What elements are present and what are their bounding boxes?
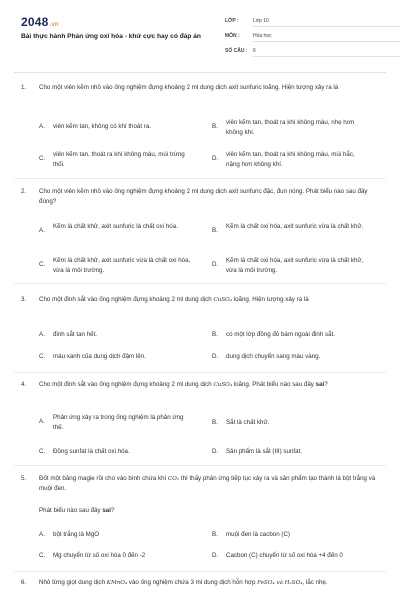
option-letter: B. xyxy=(212,123,218,130)
option-text: viên kẽm tan, không có khí thoát ra. xyxy=(53,123,152,130)
option-letter: A. xyxy=(39,331,45,338)
option-text: Sắt là chất khử. xyxy=(226,419,270,426)
logo-suffix: .vn xyxy=(49,22,59,28)
option-text: có một lớp đồng đỏ bám ngoài đinh sắt. xyxy=(226,331,335,338)
option-text: Phản ứng xảy ra trong ống nghiệm là phản ứng thế. xyxy=(53,414,184,431)
option-text: đinh sắt tan hết. xyxy=(53,331,98,338)
question-text: Cho một đinh sắt vào ống nghiệm đựng khoảng 2 ml dung dịch CuSO₄ loãng. Phát biểu nào sau đây sai? xyxy=(39,381,328,388)
option-letter: A. xyxy=(39,123,45,130)
option-text: Mg chuyển từ số oxi hóa 0 đến -2 xyxy=(53,552,146,559)
option-letter: C. xyxy=(39,155,46,162)
count-label: SỐ CÂU : xyxy=(225,48,248,54)
option-text: viên kẽm tan, thoát ra khí không màu, mùi hắc, nặng hơn không khí. xyxy=(226,151,355,168)
formula-kmno4: KMnO₄ xyxy=(106,580,128,586)
subject-label: MÔN : xyxy=(225,33,240,39)
page-title: Bài thực hành Phản ứng oxi hóa - khử cực hay có đáp án xyxy=(21,33,201,40)
option-letter: C. xyxy=(39,353,46,360)
option-letter: D. xyxy=(212,155,219,162)
option-letter: A. xyxy=(39,227,45,234)
header-divider xyxy=(14,72,386,73)
question-number: 6. xyxy=(21,579,27,586)
question-number: 3. xyxy=(21,296,27,303)
option-text: Sản phẩm là sắt (III) sunfat. xyxy=(226,448,303,455)
question-3 xyxy=(21,295,381,317)
join-word: và xyxy=(276,580,283,586)
header xyxy=(0,0,400,74)
question-text: Cho một viên kẽm nhỏ vào ống nghiệm đựng khoảng 2 ml dung dịch axit sunfuric đặc, đun nóng. Phát biểu nào sau đây đúng? xyxy=(39,188,368,205)
option-letter: B. xyxy=(212,419,218,426)
question-subtext: Phát biểu nào sau đây sai? xyxy=(39,507,115,514)
option-text: Kẽm là chất khử, axit sunfuric vừa là chất oxi hóa, vừa là môi trường. xyxy=(53,257,191,274)
question-4 xyxy=(21,380,381,402)
question-number: 2. xyxy=(21,188,27,195)
subject-value: Hóa học xyxy=(253,33,272,39)
option-text: Cacbon (C) chuyển từ số oxi hóa +4 đến 0 xyxy=(226,552,343,559)
option-letter: C. xyxy=(39,448,46,455)
option-text: Đồng sunfat là chất oxi hóa. xyxy=(53,448,130,455)
option-text: Kẽm là chất khử, axit sunfuric là chất oxi hóa. xyxy=(53,223,178,230)
question-number: 4. xyxy=(21,381,27,388)
option-letter: A. xyxy=(39,418,45,425)
option-letter: B. xyxy=(212,331,218,338)
option-letter: C. xyxy=(39,261,46,268)
question-divider xyxy=(14,372,386,373)
question-number: 1. xyxy=(21,84,27,91)
option-letter: D. xyxy=(212,261,219,268)
subject-info xyxy=(225,33,272,39)
formula-h2so4: H₂SO₄ xyxy=(284,580,303,586)
option-letter: A. xyxy=(39,531,45,538)
question-2 xyxy=(21,187,381,209)
option-text: viên kẽm tan, thoát ra khí không màu, mùi trứng thối. xyxy=(53,151,185,168)
question-text: Cho một đinh sắt vào ống nghiệm đựng khoảng 2 ml dung dịch CuSO₄ loãng. Hiện tượng xảy ra là xyxy=(39,296,309,303)
formula-cuso4: CuSO₄ xyxy=(213,382,232,388)
class-info xyxy=(225,18,269,24)
question-divider xyxy=(14,283,386,284)
option-letter: D. xyxy=(212,448,219,455)
class-value: Lớp 10 xyxy=(253,18,269,24)
option-letter: B. xyxy=(212,531,218,538)
question-text: Đốt một băng magie rồi cho vào bình chứa khí CO₂ thì thấy phản ứng tiếp tục xảy ra và sản phẩm tạo thành là bột trắng và muội đen. xyxy=(39,475,376,492)
question-1 xyxy=(21,83,381,105)
option-text: muội đen là cacbon (C) xyxy=(226,531,290,538)
question-number: 5. xyxy=(21,475,27,482)
count-info xyxy=(225,48,256,54)
question-6 xyxy=(21,578,381,600)
option-text: viên kẽm tan, thoát ra khí không màu, nhẹ hơn không khí. xyxy=(226,119,355,136)
question-divider xyxy=(14,465,386,466)
formula-co2: CO₂ xyxy=(168,476,180,482)
formula-feso4: FeSO₄ xyxy=(257,580,275,586)
option-text: bột trắng là MgO xyxy=(53,531,100,538)
question-text: Cho một viên kẽm nhỏ vào ống nghiệm đựng khoảng 2 ml dung dịch axit sunfuric loãng. Hiện tượng xảy ra là xyxy=(39,84,339,91)
count-value: 6 xyxy=(253,48,256,54)
option-text: Kẽm là chất oxi hóa, axit sunfuric vừa là chất khử, vừa là môi trường. xyxy=(226,257,364,274)
question-text: Nhỏ từng giọt dung dịch KMnO₄ vào ống nghiệm chứa 3 ml dung dịch hỗn hợp FeSO₄ và H₂SO₄, lắc nhẹ. xyxy=(39,579,328,586)
option-letter: D. xyxy=(212,353,219,360)
question-divider xyxy=(14,178,386,179)
question-divider xyxy=(14,571,386,572)
option-text: dung dịch chuyển sang màu vàng. xyxy=(226,353,321,360)
class-label: LỚP : xyxy=(225,18,239,24)
option-text: Kẽm là chất oxi hóa, axit sunfuric vừa là chất khử. xyxy=(226,223,364,230)
question-5 xyxy=(21,474,381,496)
site-logo[interactable] xyxy=(21,15,59,29)
option-letter: C. xyxy=(39,552,46,559)
question-5-prompt xyxy=(21,506,381,516)
option-letter: D. xyxy=(212,552,219,559)
formula-cuso4: CuSO₄ xyxy=(213,297,232,303)
logo-main: 2048 xyxy=(21,15,49,29)
option-letter: B. xyxy=(212,227,218,234)
option-text: màu xanh của dung dịch đậm lên. xyxy=(53,353,146,360)
